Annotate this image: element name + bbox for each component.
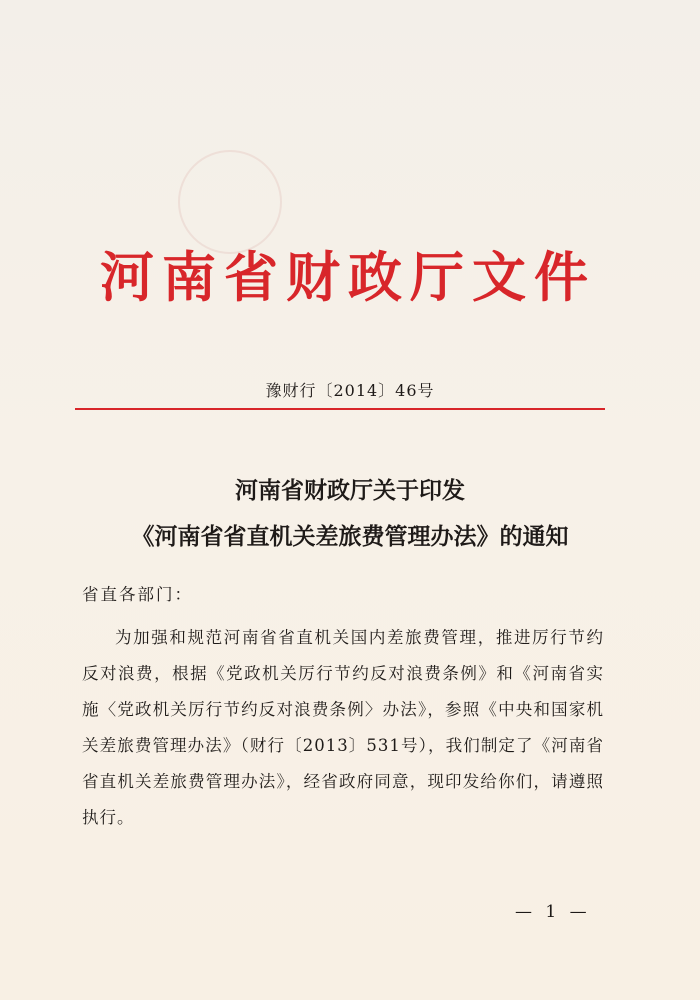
document-number: 豫财行〔2014〕46号 — [265, 381, 435, 400]
body-paragraph: 为加强和规范河南省省直机关国内差旅费管理，推进厉行节约反对浪费，根据《党政机关厉行节约反对浪费条例》和《河南省实施〈党政机关厉行节约反对浪费条例〉办法》，参照《中央和国家机关差旅费管理办法》（财行〔2013〕531号），我们制定了《河南省省直机关差旅费管理办法》，经省政府同意，现印发给你们，请遵照执行。 — [82, 628, 604, 827]
page-number: — 1 — — [515, 902, 591, 922]
document-masthead: 河南省财政厅文件 — [100, 245, 596, 309]
salutation: 省直各部门： — [82, 585, 193, 604]
document-title-line-2: 《河南省省直机关差旅费管理办法》的通知 — [131, 523, 569, 550]
document-title-line-1: 河南省财政厅关于印发 — [235, 477, 465, 504]
red-divider-line — [75, 408, 605, 410]
